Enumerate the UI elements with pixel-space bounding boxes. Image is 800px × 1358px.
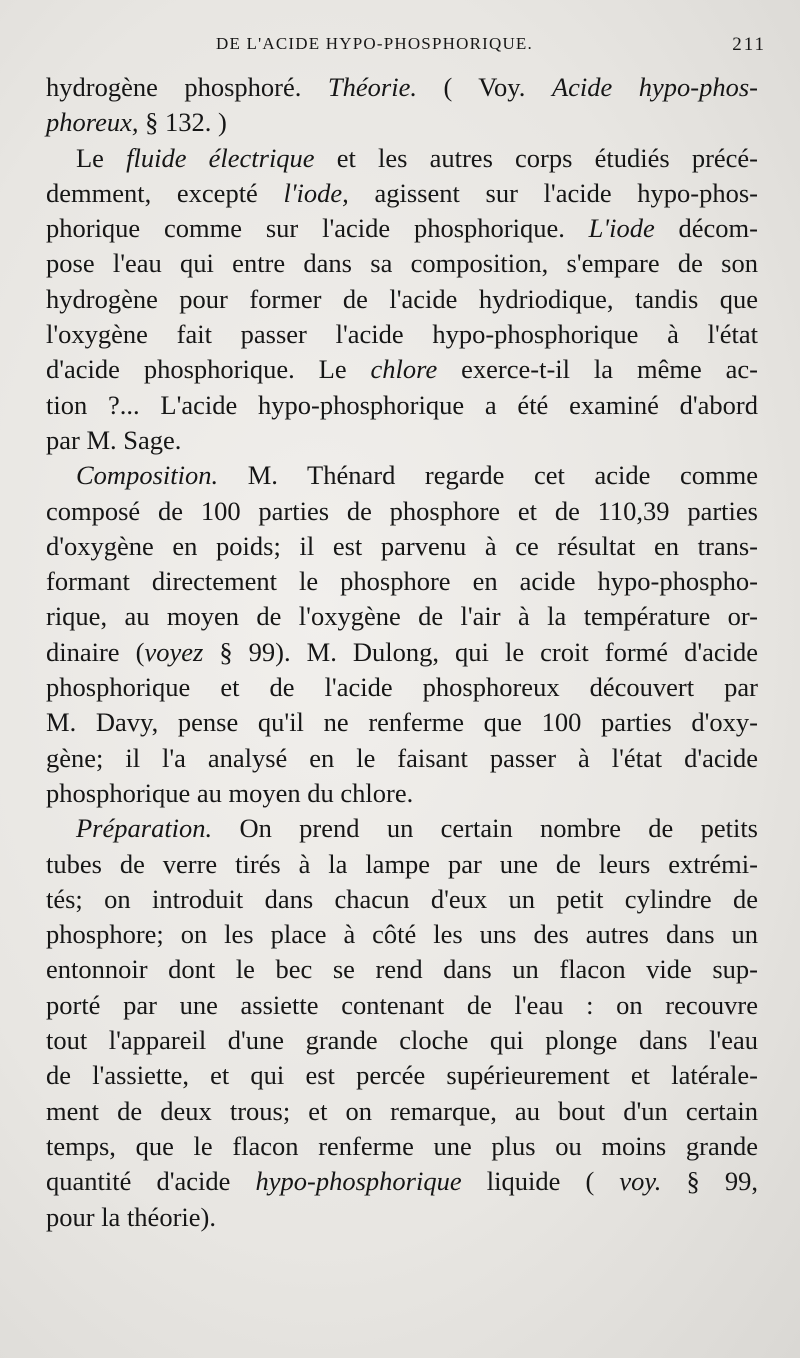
text-segment: quantité d'acide (46, 1166, 256, 1197)
text-segment: exerce-t-il la même ac- (437, 354, 758, 385)
text-line (46, 423, 758, 458)
text-segment: composé de 100 parties de phosphore et de 110,39 parties (46, 495, 758, 526)
text-line (46, 458, 758, 493)
text-segment: agissent sur l'acide hypo-phos- (348, 177, 758, 208)
text-segment: On prend un certain nombre de petits (212, 813, 758, 844)
text-segment: par M. Sage. (46, 424, 182, 455)
text-segment: tubes de verre tirés à la lampe par une de leurs extrémi- (46, 848, 758, 879)
text-segment: rique, au moyen de l'oxygène de l'air à la température or- (46, 601, 758, 632)
text-line (46, 988, 758, 1023)
text-segment: entonnoir dont le bec se rend dans un flacon vide sup- (46, 954, 758, 985)
text-line (46, 811, 758, 846)
page-number: 211 (732, 34, 766, 55)
text-segment: dinaire ( (46, 636, 145, 667)
running-head (46, 34, 766, 58)
text-line (46, 670, 758, 705)
italic-segment: Théorie. (327, 72, 417, 102)
text-segment: M. Thénard regarde cet acide comme (218, 460, 758, 491)
text-segment: d'oxygène en poids; il est parvenu à ce résultat en trans- (46, 530, 758, 561)
text-segment: et les autres corps étudiés précé- (314, 142, 758, 173)
text-line (46, 317, 758, 352)
text-line (46, 1023, 758, 1058)
text-segment: phosphore; on les place à côté les uns des autres dans un (46, 919, 758, 950)
text-segment: de l'assiette, et qui est percée supérieurement et latérale- (46, 1060, 758, 1091)
text-segment: tés; on introduit dans chacun d'eux un petit cylindre de (46, 883, 758, 914)
text-line (46, 1094, 758, 1129)
italic-segment: L'iode (588, 213, 655, 244)
text-segment: décom- (654, 213, 758, 244)
text-segment: l'oxygène fait passer l'acide hypo-phosphorique à l'état (46, 319, 758, 350)
text-segment: M. Davy, pense qu'il ne renferme que 100 parties d'oxy- (46, 707, 758, 738)
text-line (46, 211, 758, 246)
text-line (46, 1129, 758, 1164)
text-line (46, 494, 758, 529)
text-line (46, 176, 758, 211)
text-segment: ment de deux trous; et on remarque, au bout d'un certain (46, 1095, 758, 1126)
body-text (46, 70, 758, 1235)
text-line (46, 1164, 758, 1199)
text-line (46, 70, 758, 105)
italic-segment: Acide hypo-phos- (551, 72, 758, 102)
text-line (46, 1058, 758, 1093)
text-line (46, 282, 758, 317)
text-segment: tout l'appareil d'une grande cloche qui plonge dans l'eau (46, 1025, 758, 1056)
text-segment: tion ?... L'acide hypo-phosphorique a été examiné d'abord (46, 389, 758, 420)
text-line (46, 246, 758, 281)
text-line (46, 564, 758, 599)
italic-segment: hypo-phosphorique (255, 1166, 462, 1197)
text-segment: porté par une assiette contenant de l'eau : on recouvre (46, 989, 758, 1020)
text-line (46, 105, 758, 140)
text-line (46, 141, 758, 176)
italic-segment: voy. (619, 1166, 662, 1197)
text-segment: hydrogène phosphoré. (46, 72, 328, 102)
text-line (46, 776, 758, 811)
text-segment: gène; il l'a analysé en le faisant passer à l'état d'acide (46, 742, 758, 773)
text-line (46, 952, 758, 987)
text-line (46, 917, 758, 952)
text-segment: liquide ( (461, 1166, 620, 1197)
text-segment: ( Voy. (416, 72, 552, 102)
italic-segment: voyez (144, 636, 204, 667)
text-segment: § 99, (661, 1166, 758, 1197)
running-title: DE L'ACIDE HYPO-PHOSPHORIQUE. (216, 34, 533, 53)
text-line (46, 599, 758, 634)
italic-segment: phoreux, (46, 107, 139, 138)
text-line (46, 1200, 758, 1235)
text-line (46, 741, 758, 776)
text-segment: temps, que le flacon renferme une plus ou moins grande (46, 1130, 758, 1161)
text-segment: d'acide phosphorique. Le (46, 354, 371, 385)
italic-segment: chlore (370, 354, 438, 385)
text-segment: phosphorique et de l'acide phosphoreux découvert par (46, 672, 758, 703)
text-segment: phorique comme sur l'acide phosphorique. (46, 213, 589, 244)
italic-segment: l'iode, (283, 177, 349, 208)
text-line (46, 635, 758, 670)
text-segment: § 132. ) (138, 107, 227, 138)
text-line (46, 882, 758, 917)
text-line (46, 352, 758, 387)
text-line (46, 705, 758, 740)
text-segment: formant directement le phosphore en acide hypo-phospho- (46, 566, 758, 597)
italic-segment: Composition. (76, 460, 219, 491)
text-segment: phosphorique au moyen du chlore. (46, 777, 414, 808)
text-line (46, 847, 758, 882)
italic-segment: Préparation. (76, 813, 213, 844)
text-segment: Le (76, 142, 127, 173)
text-segment: demment, excepté (46, 177, 284, 208)
text-segment: § 99). M. Dulong, qui le croit formé d'acide (203, 636, 758, 667)
text-segment: pose l'eau qui entre dans sa composition, s'empare de son (46, 248, 758, 279)
text-segment: pour la théorie). (46, 1201, 216, 1232)
text-line (46, 529, 758, 564)
italic-segment: fluide électrique (126, 142, 315, 173)
text-segment: hydrogène pour former de l'acide hydriodique, tandis que (46, 283, 758, 314)
text-line (46, 388, 758, 423)
